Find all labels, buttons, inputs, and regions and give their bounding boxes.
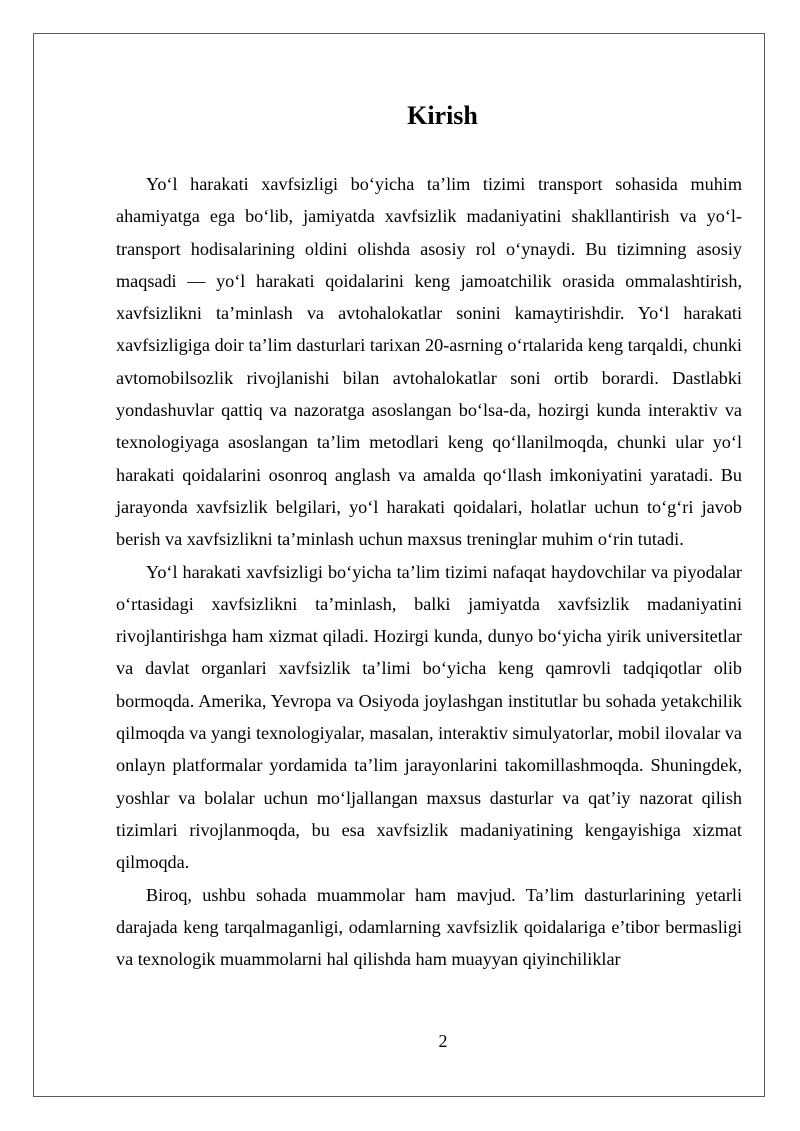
page-title: Kirish (407, 101, 478, 130)
paragraph-3: Biroq, ushbu sohada muammolar ham mavjud. Ta’lim dasturlarining yetarli darajada keng tarqalmaganligi, odamlarning xavfsizlik qoidalariga e’tibor bermasligi va texnologik muammolarni hal qilishda ham muayyan qiyinchiliklar (116, 884, 742, 970)
paragraph-1: Yo‘l harakati xavfsizligi bo‘yicha ta’lim tizimi transport sohasida muhim ahamiyatga ega bo‘lib, jamiyatda xavfsizlik madaniyatini shakllantirish va yo‘l-transport hodisalarining oldini olishda asosiy rol o‘ynaydi. Bu tizimning asosiy maqsadi — yo‘l harakati qoidalarini keng jamoatchilik orasida ommalashtirish, xavfsizlikni ta’minlash va avtohalokatlar sonini kamaytirishdir. Yo‘l harakati xavfsizligiga doir ta’lim dasturlari tarixan 20-asrning o‘rtalarida keng tarqaldi, chunki avtomobilsozlik rivojlanishi bilan avtohalokatlar soni ortib borardi. Dastlabki yondashuvlar qattiq va nazoratga asoslangan bo‘lsa-da, hozirgi kunda interaktiv va texnologiyaga asoslangan ta’lim metodlari keng qo‘llanilmoqda, chunki ular yo‘l harakati qoidalarini osonroq anglash va amalda qo‘llash imkoniyatini yaratadi. Bu jarayonda xavfsizlik belgilari, yo‘l harakati qoidalari, holatlar uchun to‘g‘ri javob berish va xavfsizlikni ta’minlash uchun maxsus treninglar muhim o‘rin tutadi. (116, 174, 742, 550)
body-text (116, 168, 742, 975)
page-number: 2 (438, 1031, 448, 1051)
paragraph-2: Yo‘l harakati xavfsizligi bo‘yicha ta’lim tizimi nafaqat haydovchilar va piyodalar o‘rtasidagi xavfsizlikni ta’minlash, balki jamiyatda xavfsizlik madaniyatini rivojlantirishga ham xizmat qiladi. Hozirgi kunda, dunyo bo‘yicha yirik universitetlar va davlat organlari xavfsizlik ta’limi bo‘yicha keng qamrovli tadqiqotlar olib bormoqda. Amerika, Yevropa va Osiyoda joylashgan institutlar bu sohada yetakchilik qilmoqda va yangi texnologiyalar, masalan, interaktiv simulyatorlar, mobil ilovalar va onlayn platformalar yordamida ta’lim jarayonlarini takomillashmoqda. Shuningdek, yoshlar va bolalar uchun mo‘ljallangan maxsus dasturlar va qat’iy nazorat qilish tizimlari rivojlanmoqda, bu esa xavfsizlik madaniyatining kengayishiga xizmat qilmoqda. (116, 561, 742, 873)
